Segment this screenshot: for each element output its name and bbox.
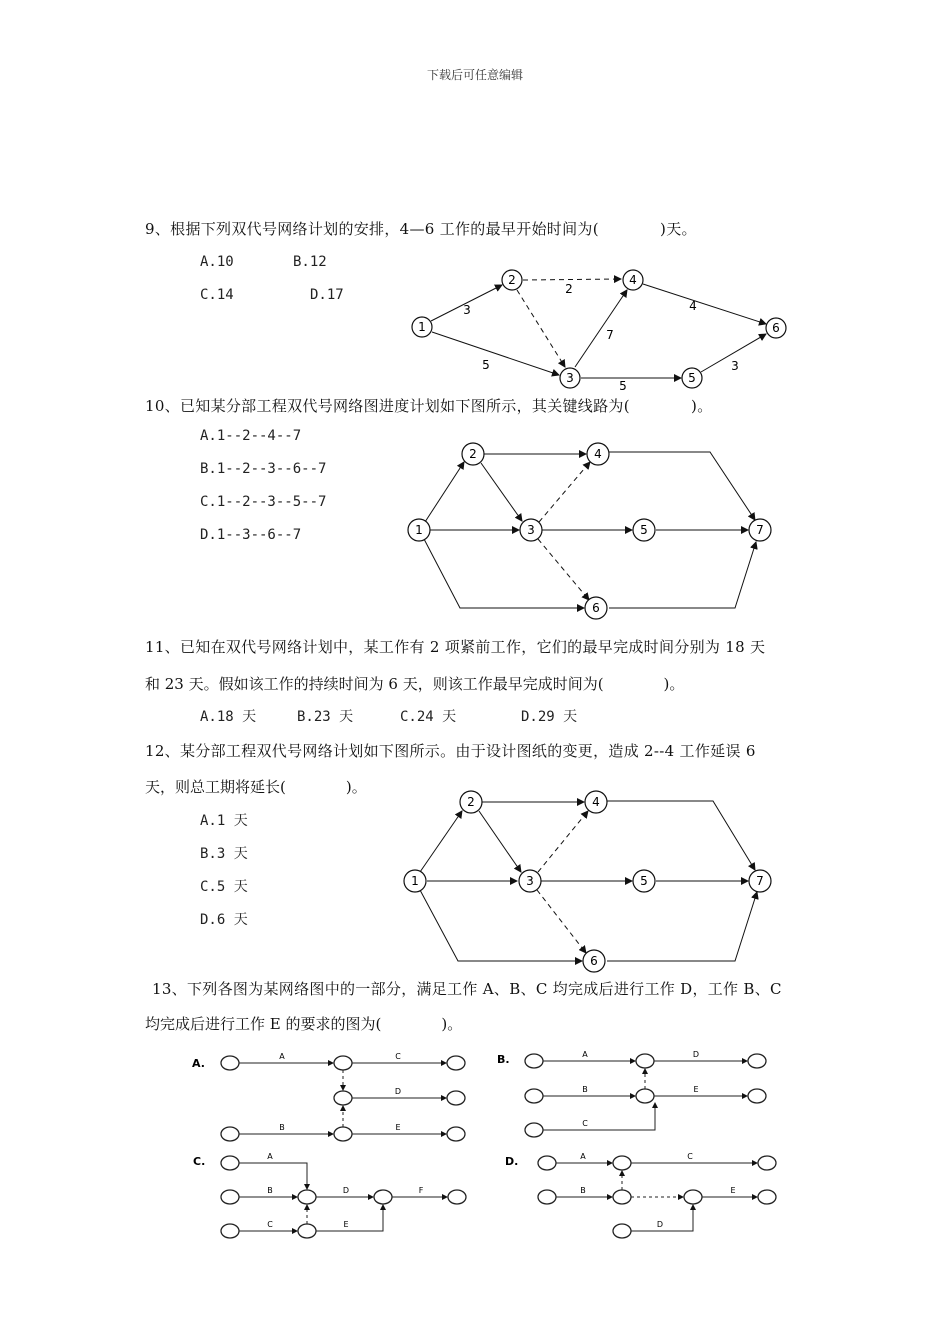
q10-node-4-label: 4 [594,447,602,461]
q13-c-label-a: A [267,1152,273,1161]
q13-panel-b-label: B. [497,1053,510,1066]
q13-c-node [221,1190,239,1204]
q12-edge-C [420,890,582,961]
q13-a-node [334,1056,352,1070]
q13-a-node [221,1127,239,1141]
q13-b-node [525,1089,543,1103]
q13-options-diagram [185,1045,780,1245]
q9-label-2-4: 2 [565,282,573,296]
q13-c-label-d: D [342,1186,350,1195]
q13-c-node [448,1190,466,1204]
q13-b-label-e: E [693,1085,699,1094]
q13-a-label-b: B [279,1123,285,1132]
q11-option-d[interactable]: D.29 天 [521,709,578,725]
q10-edge-E [481,463,522,521]
q13-a-node [334,1127,352,1141]
q13-b-node [748,1054,766,1068]
q9-label-4-6: 4 [689,299,697,313]
question-10-text: 10、已知某分部工程双代号网络图进度计划如下图所示，其关键线路为( )。 [145,397,713,415]
q13-b-label-b: B [582,1085,588,1094]
q9-edge-3-4 [575,290,627,367]
q13-panel-a-label: A. [192,1057,205,1070]
q9-option-c[interactable]: C.14 [200,287,234,303]
q13-panel-d[interactable] [505,1152,776,1238]
q13-a-label-e: E [395,1123,401,1132]
q10-option-b[interactable]: B.1--2--3--6--7 [200,461,327,477]
question-13-line1: 13、下列各图为某网络图中的一部分，满足工作 A、B、C 均完成后进行工作 D，工作 B、C [152,980,782,998]
q13-a-label-c: C [395,1052,401,1061]
q13-a-node [447,1091,465,1105]
q13-c-edge-e [316,1205,383,1231]
q13-b-label-d: D [692,1050,700,1059]
q13-d-label-d: D [656,1220,664,1229]
q10-option-d[interactable]: D.1--3--6--7 [200,527,302,543]
q13-d-label-a: A [580,1152,586,1161]
q11-option-c[interactable]: C.24 天 [400,709,457,725]
q13-b-label-c: C [582,1119,588,1128]
q9-network-diagram [400,262,800,392]
q12-node-1-label: 1 [411,874,419,888]
q12-node-5-label: 5 [640,874,648,888]
q9-edge-2-3 [517,290,565,367]
q9-option-d[interactable]: D.17 [310,287,344,303]
q13-c-label-c: C [267,1220,273,1229]
q13-a-label-a: A [279,1052,285,1061]
q9-edge-4-6 [643,284,766,324]
q13-c-label-b: B [267,1186,273,1195]
q12-edge-A [420,811,462,872]
q13-d-node [758,1190,776,1204]
q12-node-4-label: 4 [592,795,600,809]
q10-node-5-label: 5 [640,523,648,537]
q11-option-a[interactable]: A.18 天 [200,709,257,725]
q12-node-3-label: 3 [526,874,534,888]
q9-label-3-4: 7 [606,328,614,342]
q10-edge-3-4 [539,462,590,522]
q12-node-6-label: 6 [590,954,598,968]
q13-c-label-f: F [418,1186,424,1195]
q9-node-3-label: 3 [566,371,574,385]
q13-d-node [684,1190,702,1204]
q9-option-a[interactable]: A.10 [200,254,234,270]
q13-b-node [525,1054,543,1068]
q12-node-2-label: 2 [467,795,475,809]
q13-d-node [758,1156,776,1170]
q12-edge-3-6 [537,890,586,953]
q13-panel-a[interactable] [192,1052,465,1141]
q13-c-node [221,1156,239,1170]
q10-option-a[interactable]: A.1--2--4--7 [200,428,302,444]
q10-node-7-label: 7 [756,523,764,537]
q13-d-node [538,1190,556,1204]
q10-node-1-label: 1 [415,523,423,537]
q10-edge-A [425,462,464,522]
q9-label-5-6: 3 [731,359,739,373]
q12-edge-G [607,801,755,870]
q13-panel-c-label: C. [193,1155,206,1168]
q12-network-diagram [400,780,780,980]
q9-label-1-2: 3 [463,303,471,317]
q10-edge-3-6 [538,539,589,600]
q9-node-6-label: 6 [772,321,780,335]
q13-c-node [221,1224,239,1238]
q13-d-node [613,1156,631,1170]
q12-option-a[interactable]: A.1 天 [200,813,248,829]
q13-a-label-d: D [394,1087,402,1096]
q10-node-6-label: 6 [592,601,600,615]
q12-option-c[interactable]: C.5 天 [200,879,248,895]
question-11-line2: 和 23 天。假如该工作的持续时间为 6 天，则该工作最早完成时间为( )。 [145,675,685,693]
question-12-line2: 天，则总工期将延长( )。 [145,778,367,796]
q10-option-c[interactable]: C.1--2--3--5--7 [200,494,327,510]
q13-b-edge-c [543,1103,655,1130]
q13-b-node [636,1089,654,1103]
q10-edge-C [424,539,584,608]
q13-b-node [748,1089,766,1103]
q9-edge-2-4 [523,279,621,280]
q9-node-5-label: 5 [688,371,696,385]
q9-option-b[interactable]: B.12 [293,254,327,270]
q12-edge-3-4 [538,811,588,872]
q13-b-node [525,1123,543,1137]
q12-node-7-label: 7 [756,874,764,888]
q13-b-node [636,1054,654,1068]
question-12-line1: 12、某分部工程双代号网络计划如下图所示。由于设计图纸的变更，造成 2--4 工作延误 6 [145,742,756,760]
q13-d-label-c: C [687,1152,693,1161]
q13-b-label-a: A [582,1050,588,1059]
q13-panel-c[interactable] [193,1152,466,1238]
q13-c-node [374,1190,392,1204]
q11-option-b[interactable]: B.23 天 [297,709,354,725]
question-9-text: 9、根据下列双代号网络计划的安排，4—6 工作的最早开始时间为( )天。 [145,220,697,238]
q10-edge-G [609,452,755,520]
q13-panel-d-label: D. [505,1155,519,1168]
question-13-line2: 均完成后进行工作 E 的要求的图为( )。 [145,1015,463,1033]
q13-c-node [298,1224,316,1238]
q10-node-3-label: 3 [527,523,535,537]
q13-panel-b[interactable] [497,1050,766,1137]
q9-node-1-label: 1 [418,320,426,334]
q9-node-4-label: 4 [629,273,637,287]
q13-c-edge-a [239,1163,307,1189]
q12-edge-H [607,892,757,961]
q13-d-label-e: E [730,1186,736,1195]
q13-d-node [538,1156,556,1170]
q13-d-label-b: B [580,1186,586,1195]
q13-c-node [298,1190,316,1204]
q13-a-node [447,1127,465,1141]
q9-label-1-3: 5 [482,358,490,372]
q9-edge-1-3 [432,332,559,375]
q13-c-label-e: E [343,1220,349,1229]
q12-option-b[interactable]: B.3 天 [200,846,248,862]
q13-a-node [447,1056,465,1070]
q10-node-2-label: 2 [469,447,477,461]
q13-d-node [613,1224,631,1238]
q13-a-node [221,1056,239,1070]
q9-node-2-label: 2 [508,273,516,287]
page-header: 下载后可任意编辑 [426,68,523,82]
q9-label-3-5: 5 [619,379,627,392]
q10-network-diagram [400,430,780,630]
q12-edge-E [479,811,521,872]
q12-option-d[interactable]: D.6 天 [200,912,248,928]
q13-d-node [613,1190,631,1204]
q13-a-node [334,1091,352,1105]
question-11-line1: 11、已知在双代号网络计划中，某工作有 2 项紧前工作，它们的最早完成时间分别为 18 天 [145,638,766,656]
q10-edge-H [609,542,756,608]
